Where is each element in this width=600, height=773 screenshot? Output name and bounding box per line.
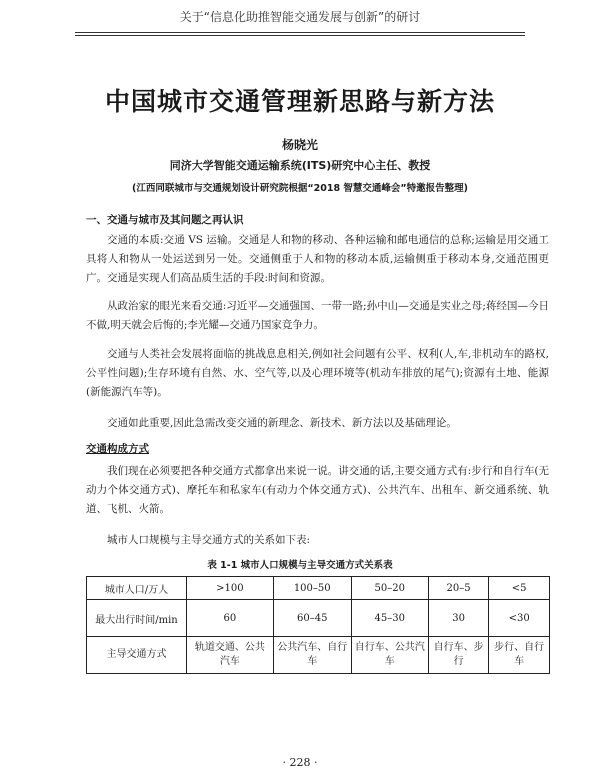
table-cell: 步行、自行车	[489, 637, 550, 674]
table-caption: 表 1-1 城市人口规模与主导交通方式关系表	[207, 560, 393, 571]
source-note: (江西同联城市与交通规划设计研究院根据“2018 智慧交通峰会”特邀报告整理)	[132, 183, 468, 194]
paragraph-transport-essence: 交通的本质:交通 VS 运输。交通是人和物的移动、各种运输和邮电通信的总称;运输是用交通工具将人和物从一处运送到另一处。交通侧重于人和物的移动本质,运输侧重于移动本身,交通范围更广。交通是实现人们高品质生活的手段:时间和资源。	[86, 234, 549, 284]
section-heading: 一、交通与城市及其问题之再认识	[86, 214, 244, 226]
table-cell: 自行车、步行	[428, 637, 488, 674]
table-cell: 60	[187, 600, 274, 637]
table-cell: >100	[187, 577, 274, 600]
table-cell: <5	[489, 577, 550, 600]
paragraph-social-challenges: 交通与人类社会发展将面临的挑战息息相关,例如社会问题有公平、权利(人,车,非机动车的路权,公平性问题);生存环境有自然、水、空气等,以及心理环境等(机动车排放的尾气);资源有土地、能源(新能源汽车等)。	[86, 348, 549, 398]
row-label: 主导交通方式	[87, 637, 187, 674]
article-title: 中国城市交通管理新思路与新方法	[104, 87, 495, 116]
header-rule-thick	[75, 32, 525, 33]
table-cell: <30	[489, 600, 550, 637]
table-row	[87, 577, 550, 600]
paragraph-table-intro: 城市人口规模与主导交通方式的关系如下表:	[107, 534, 311, 546]
table-cell: 100–50	[273, 577, 351, 600]
table-cell: 45–30	[351, 600, 428, 637]
author-name: 杨晓光	[281, 138, 318, 152]
paragraph-political-view: 从政治家的眼光来看交通:习近平—交通强国、一带一路;孙中山—交通是实业之母;蒋经国—今日不做,明天就会后悔的;李光耀—交通乃国家竞争力。	[86, 300, 549, 331]
table-cell: 轨道交通、公共汽车	[187, 637, 274, 674]
table-row	[87, 637, 550, 674]
table-cell: 自行车、公共汽车	[351, 637, 428, 674]
running-header-text: 关于“信息化助推智能交通发展与创新”的研讨	[179, 10, 421, 24]
table-cell: 60–45	[273, 600, 351, 637]
paragraph-new-concepts: 交通如此重要,因此急需改变交通的新理念、新技术、新方法以及基础理论。	[107, 417, 457, 429]
author-affiliation: 同济大学智能交通运输系统(ITS)研究中心主任、教授	[169, 159, 431, 172]
running-header	[0, 0, 600, 42]
table-cell: 50–20	[351, 577, 428, 600]
header-rule-thin	[75, 35, 525, 36]
table-row	[87, 600, 550, 637]
table-cell: 30	[428, 600, 488, 637]
row-label: 最大出行时间/min	[87, 600, 187, 637]
page-number: · 228 ·	[282, 756, 318, 769]
table-cell: 20–5	[428, 577, 488, 600]
population-transport-table	[86, 576, 550, 674]
sub-heading-transport-modes: 交通构成方式	[86, 443, 149, 455]
paragraph-transport-modes: 我们现在必须要把各种交通方式都拿出来说一说。讲交通的话,主要交通方式有:步行和自行车(无动力个体交通方式)、摩托车和私家车(有动力个体交通方式)、公共汽车、出租车、新交通系统、轨道、飞机、火箭。	[86, 465, 549, 515]
table-cell: 公共汽车、自行车	[273, 637, 351, 674]
row-label: 城市人口/万人	[87, 577, 187, 600]
